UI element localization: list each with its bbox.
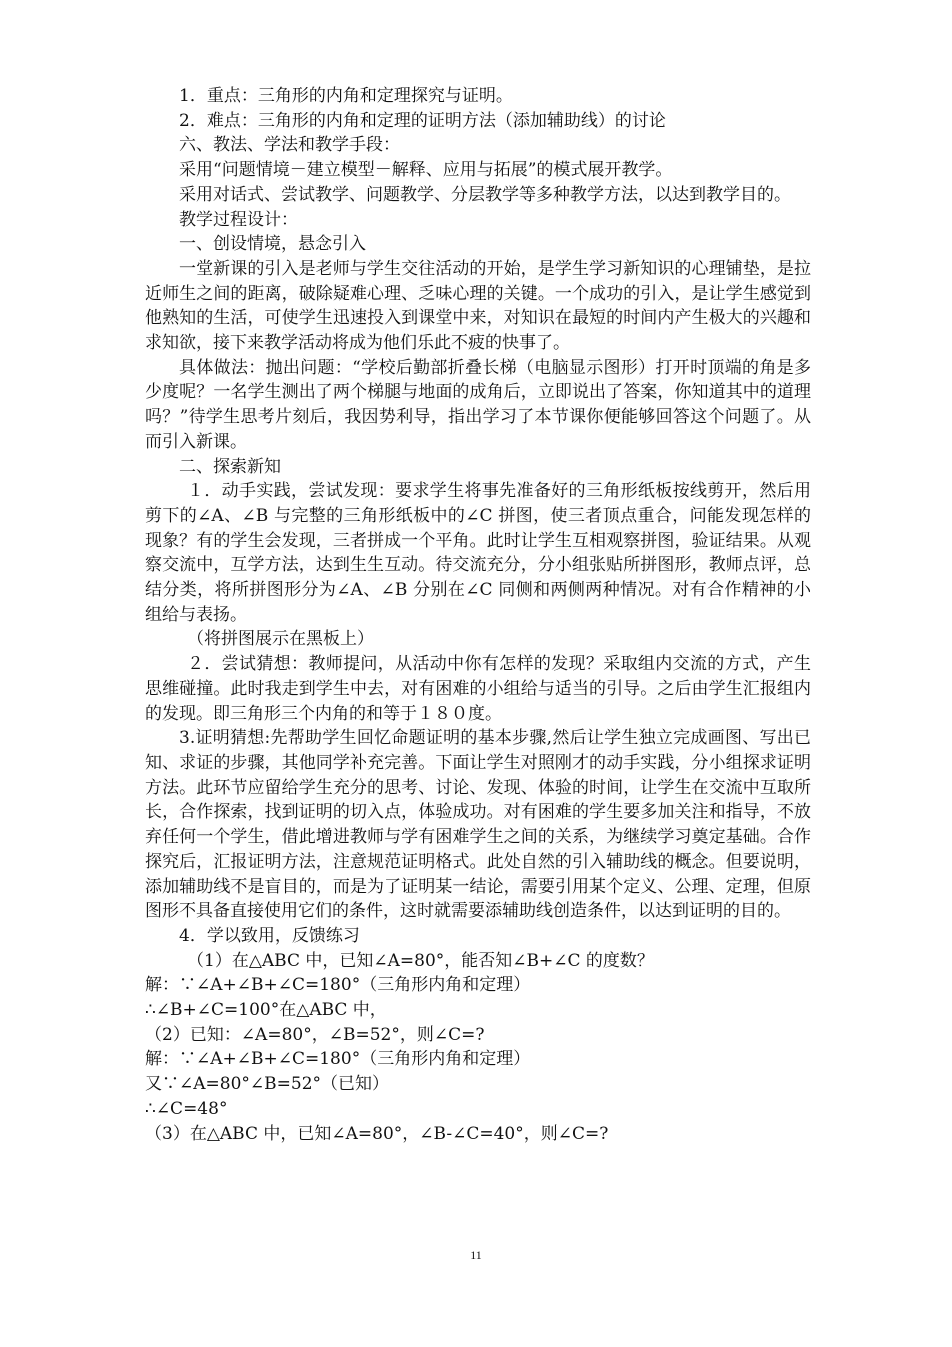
- proof-paragraph: 3.证明猜想:先帮助学生回忆命题证明的基本步骤,然后让学生独立完成画图、写出已知、求证的步骤，其他同学补充完善。下面让学生对照刚才的动手实践，分小组探求证明方法。此环节应留给学生充分的思考、讨论、发现、体验的时间，让学生在交流中互取所长，合作探索，找到证明的切入点，体验成功。对有困难的学生要多加关注和指导，不放弃任何一个学生，借此增进教师与学有困难学生之间的关系，为继续学习奠定基础。合作探究后，汇报证明方法，注意规范证明格式。此处自然的引入辅助线的概念。但要说明，添加辅助线不是盲目的，而是为了证明某一结论，需要引用某个定义、公理、定理，但原图形不具备直接使用它们的条件，这时就需要添辅助线创造条件，以达到证明的目的。: [145, 728, 811, 922]
- intro-paragraph: 一堂新课的引入是老师与学生交往活动的开始，是学生学习新知识的心理铺垫，是拉近师生之间的距离，破除疑难心理、乏味心理的关键。一个成功的引入，是让学生感觉到他熟知的生活，可使学生迅速投入到课堂中来，对知识在最短的时间内产生极大的兴趣和求知欲，接下来教学活动将成为他们乐此不疲的快事了。: [145, 258, 811, 354]
- solution-2-step-3: ∴∠C=48°: [145, 1098, 228, 1119]
- difficult-point-line: 2．难点：三角形的内角和定理的证明方法（添加辅助线）的讨论: [179, 110, 666, 131]
- solution-2-step-2: 又∵∠A=80°∠B=52°（已知）: [145, 1074, 390, 1095]
- method-paragraph: 采用对话式、尝试教学、问题教学、分层教学等多种教学方法，以达到教学目的。: [179, 184, 791, 205]
- section-heading-intro: 一、创设情境，悬念引入: [179, 234, 366, 255]
- page-number: 11: [470, 1248, 482, 1262]
- exercise-1: （1）在△ABC 中，已知∠A=80°，能否知∠B+∠C 的度数？: [187, 950, 654, 971]
- conjecture-paragraph: ２．尝试猜想：教师提问，从活动中你有怎样的发现？采取组内交流的方式，产生思维碰撞。此时我走到学生中去，对有困难的小组给与适当的引导。之后由学生汇报组内的发现。即三角形三个内角的和等于１８０度。: [145, 654, 811, 724]
- section-heading-methods: 六、教法、学法和教学手段：: [179, 135, 400, 156]
- solution-2-step-1: 解：∵∠A+∠B+∠C=180°（三角形内角和定理）: [145, 1049, 531, 1070]
- solution-1-step-1: 解：∵∠A+∠B+∠C=180°（三角形内角和定理）: [145, 975, 531, 996]
- exercise-3: （3）在△ABC 中，已知∠A=80°，∠B-∠C=40°，则∠C=?: [145, 1123, 609, 1144]
- section-heading-explore: 二、探索新知: [179, 456, 281, 477]
- solution-1-step-2: ∴∠B+∠C=100°在△ABC 中，: [145, 1000, 387, 1021]
- key-point-line: 1．重点：三角形的内角和定理探究与证明。: [179, 86, 513, 106]
- blackboard-note: （将拼图展示在黑板上）: [187, 629, 374, 650]
- hands-on-paragraph: １．动手实践，尝试发现：要求学生将事先准备好的三角形纸板按线剪开，然后用剪下的∠A、∠B 与完整的三角形纸板中的∠C 拼图，使三者顶点重合，问能发现怎样的现象？有的学生会发现，三者拼成一个平角。此时让学生互相观察拼图，验证结果。从观察交流中，互学方法，达到生生互动。待交流充分，分小组张贴所拼图形，教师点评，总结分类，将所拼图形分为∠A、∠B 分别在∠C 同侧和两侧两种情况。对有合作精神的小组给与表扬。: [145, 481, 811, 625]
- exercise-2: （2）已知：∠A=80°，∠B=52°，则∠C=?: [145, 1024, 485, 1045]
- process-heading: 教学过程设计：: [179, 209, 298, 230]
- document-page: [145, 84, 811, 1146]
- method-line: 采用“问题情境－建立模型－解释、应用与拓展”的模式展开教学。: [179, 160, 673, 181]
- approach-paragraph: 具体做法：抛出问题：“学校后勤部折叠长梯（电脑显示图形）打开时顶端的角是多少度呢？一名学生测出了两个梯腿与地面的成角后，立即说出了答案，你知道其中的道理吗？”待学生思考片刻后，我因势利导，指出学习了本节课你便能够回答这个问题了。从而引入新课。: [145, 357, 811, 452]
- practice-heading: 4．学以致用，反馈练习: [179, 925, 360, 946]
